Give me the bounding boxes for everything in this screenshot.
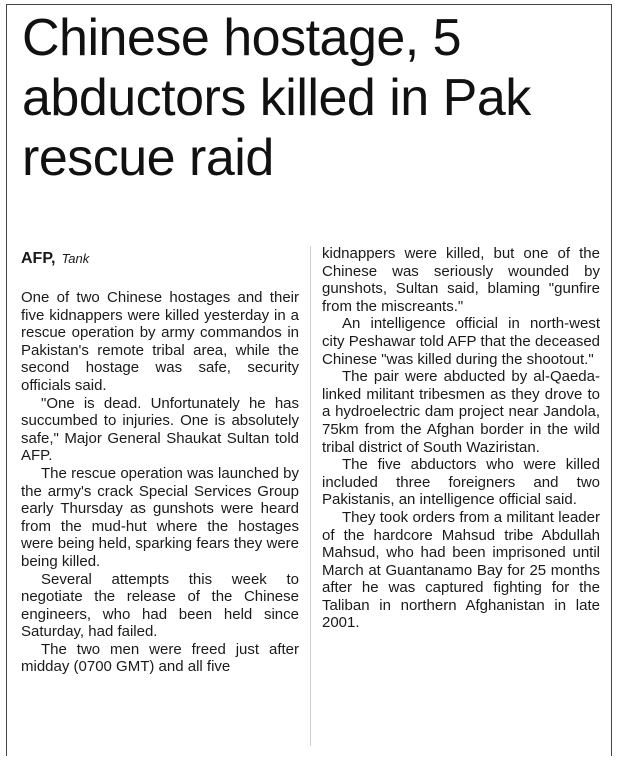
column-divider	[310, 246, 311, 746]
paragraph: The pair were abducted by al-Qaeda-linked militant tribesmen as they drove to a hydroelectric dam project near Jandola, 75km from the Afghan border in the wild tribal district of South Waziristan.	[322, 368, 600, 456]
byline	[21, 250, 299, 268]
headline: Chinese hostage, 5 abductors killed in Pak rescue raid	[22, 9, 531, 187]
paragraph: Several attempts this week to negotiate the release of the Chinese engineers, who had been held since Saturday, had failed.	[21, 570, 299, 641]
paragraph: "One is dead. Unfortunately he has succumbed to injuries. One is absolutely safe," Major General Shaukat Sultan told AFP.	[21, 394, 299, 465]
right-column	[322, 245, 600, 632]
paragraph: They took orders from a militant leader of the hardcore Mahsud tribe Abdullah Mahsud, who had been imprisoned until March at Guantanamo Bay for 25 months after he was captured fighting for the Taliban in northern Afghanistan in late 2001.	[322, 508, 600, 632]
byline-place: Tank	[61, 251, 90, 266]
byline-agency: AFP,	[21, 250, 56, 267]
left-column	[21, 250, 299, 676]
paragraph: kidnappers were killed, but one of the Chinese was seriously wounded by gunshots, Sultan said, blaming "gunfire from the miscreants."	[322, 245, 600, 315]
paragraph: The two men were freed just after midday (0700 GMT) and all five	[21, 640, 299, 676]
paragraph: An intelligence official in north-west city Peshawar told AFP that the deceased Chinese "was killed during the shootout."	[322, 315, 600, 368]
paragraph: One of two Chinese hostages and their five kidnappers were killed yesterday in a rescue operation by army commandos in Pakistan's remote tribal area, while the second hostage was safe, security officials said.	[21, 289, 299, 394]
paragraph: The rescue operation was launched by the army's crack Special Services Group early Thursday as gunshots were heard from the mud-hut where the hostages were being held, sparking fears they were being killed.	[21, 464, 299, 570]
paragraph: The five abductors who were killed included three foreigners and two Pakistanis, an intelligence official said.	[322, 456, 600, 509]
page-edge	[0, 759, 619, 763]
